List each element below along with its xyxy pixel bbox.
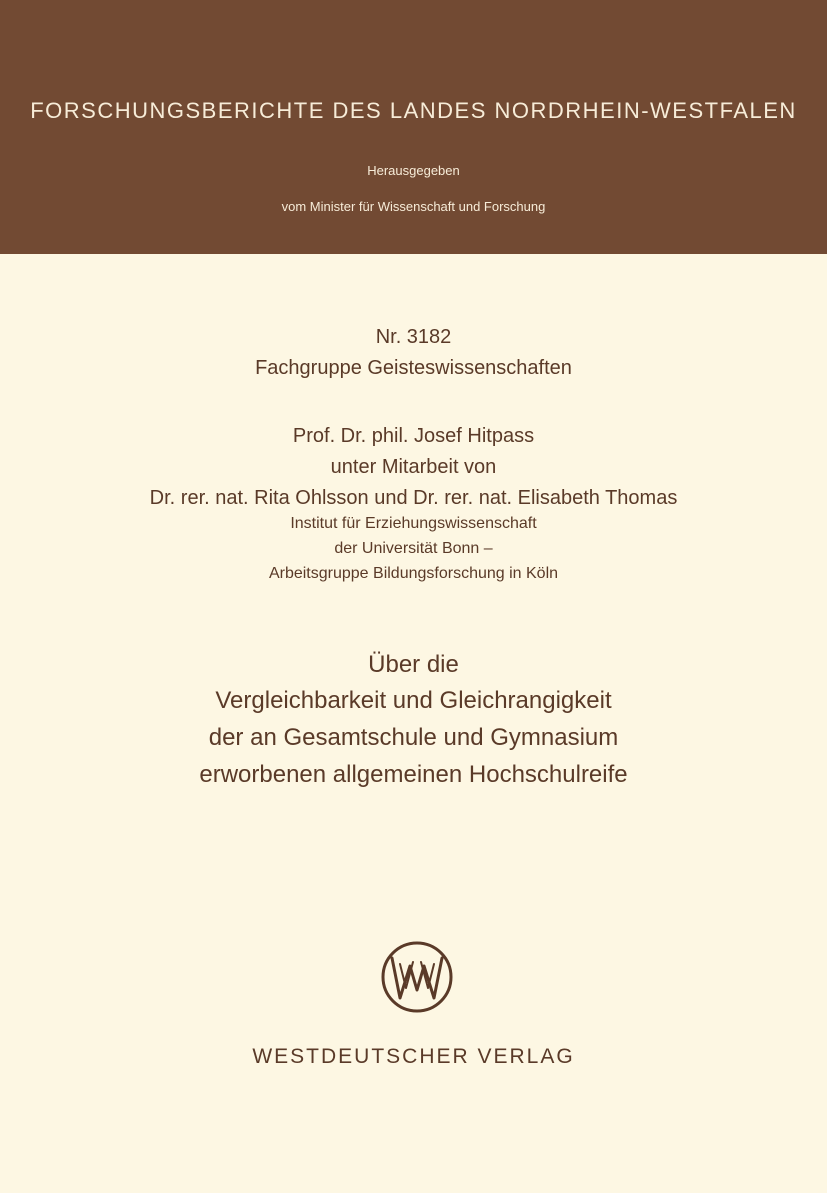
editor-line-2: vom Minister für Wissenschaft und Forschung — [281, 199, 546, 214]
publisher-name: WESTDEUTSCHER VERLAG — [252, 1045, 575, 1068]
book-title-line-2: Vergleichbarkeit und Gleichrangigkeit — [215, 687, 612, 714]
subject-group: Fachgruppe Geisteswissenschaften — [255, 357, 572, 379]
volume-number: Nr. 3182 — [375, 326, 452, 348]
series-title: FORSCHUNGSBERICHTE DES LANDES NORDRHEIN-WESTFALEN — [30, 98, 797, 123]
institute-line-3: Arbeitsgruppe Bildungsforschung in Köln — [268, 565, 559, 582]
collaboration-note: unter Mitarbeit von — [330, 456, 497, 478]
westdeutscher-verlag-logo-icon — [380, 940, 454, 1014]
editor-line-1: Herausgegeben — [367, 163, 460, 178]
institute-line-1: Institut für Erziehungswissenschaft — [290, 515, 537, 532]
institute-line-2: der Universität Bonn – — [334, 540, 493, 557]
coauthors: Dr. rer. nat. Rita Ohlsson und Dr. rer. nat. Elisabeth Thomas — [149, 487, 678, 509]
header-band — [0, 0, 827, 254]
main-author: Prof. Dr. phil. Josef Hitpass — [292, 425, 535, 447]
book-title-line-3: der an Gesamtschule und Gymnasium — [208, 724, 619, 751]
book-title-line-4: erworbenen allgemeinen Hochschulreife — [199, 761, 628, 788]
book-title-line-1: Über die — [368, 651, 459, 678]
